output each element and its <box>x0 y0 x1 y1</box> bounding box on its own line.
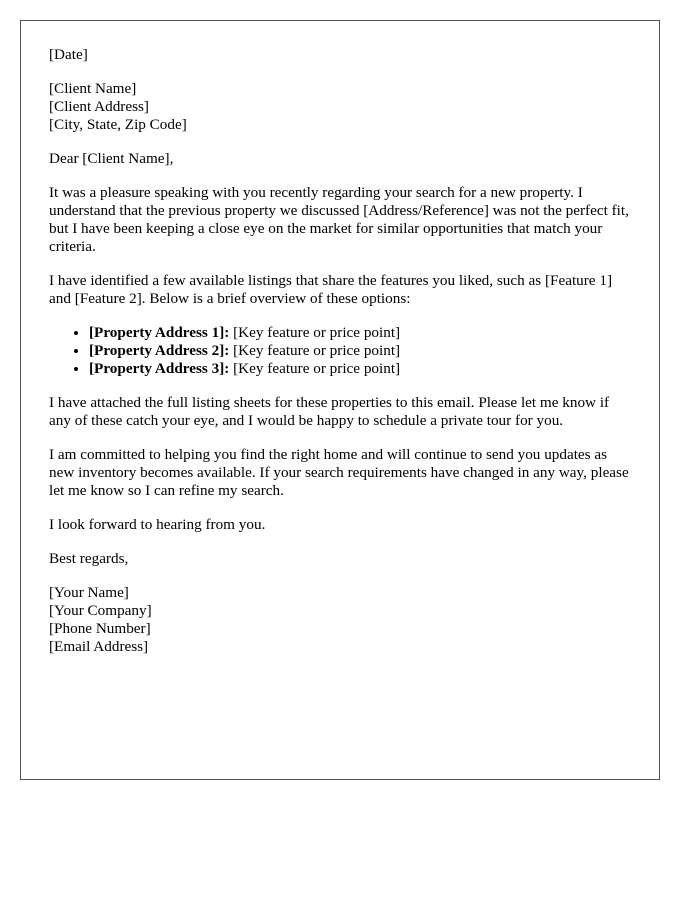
list-item <box>89 360 631 378</box>
signature-block <box>49 584 631 656</box>
list-item <box>89 324 631 342</box>
paragraph-attachments: I have attached the full listing sheets for these properties to this email. Please let me know if any of these catch your eye, and I would be happy to schedule a private tour for you. <box>49 394 610 429</box>
letter-page <box>20 20 660 780</box>
listing-address: [Property Address 3]: <box>89 360 230 377</box>
paragraph-intro: It was a pleasure speaking with you recently regarding your search for a new property. I understand that the previous property we discussed [Address/Reference] was not the perfect fit, but I have been keeping a close eye on the market for similar opportunities that match your criteria. <box>49 184 629 255</box>
signature-phone: [Phone Number] <box>49 620 151 637</box>
paragraph-listings-intro: I have identified a few available listings that share the features you liked, such as [Feature 1] and [Feature 2]. Below is a brief overview of these options: <box>49 272 612 307</box>
paragraph-closing-line: I look forward to hearing from you. <box>49 516 266 533</box>
signature-email: [Email Address] <box>49 638 149 655</box>
signature-company: [Your Company] <box>49 602 152 619</box>
listing-detail: [Key feature or price point] <box>229 360 401 377</box>
paragraph-commitment: I am committed to helping you find the right home and will continue to send you updates as new inventory becomes available. If your search requirements have changed in any way, please let me know so I can refine my search. <box>49 446 629 499</box>
signature-name: [Your Name] <box>49 584 129 601</box>
listings-list <box>49 324 631 378</box>
salutation: Dear [Client Name], <box>49 150 174 167</box>
recipient-name: [Client Name] <box>49 80 137 97</box>
letter-date: [Date] <box>49 46 88 63</box>
list-item <box>89 342 631 360</box>
recipient-city-state-zip: [City, State, Zip Code] <box>49 116 187 133</box>
recipient-block <box>49 80 631 134</box>
recipient-address: [Client Address] <box>49 98 149 115</box>
listing-detail: [Key feature or price point] <box>229 324 401 341</box>
listing-address: [Property Address 1]: <box>89 324 230 341</box>
listing-address: [Property Address 2]: <box>89 342 230 359</box>
listing-detail: [Key feature or price point] <box>229 342 401 359</box>
closing: Best regards, <box>49 550 129 567</box>
